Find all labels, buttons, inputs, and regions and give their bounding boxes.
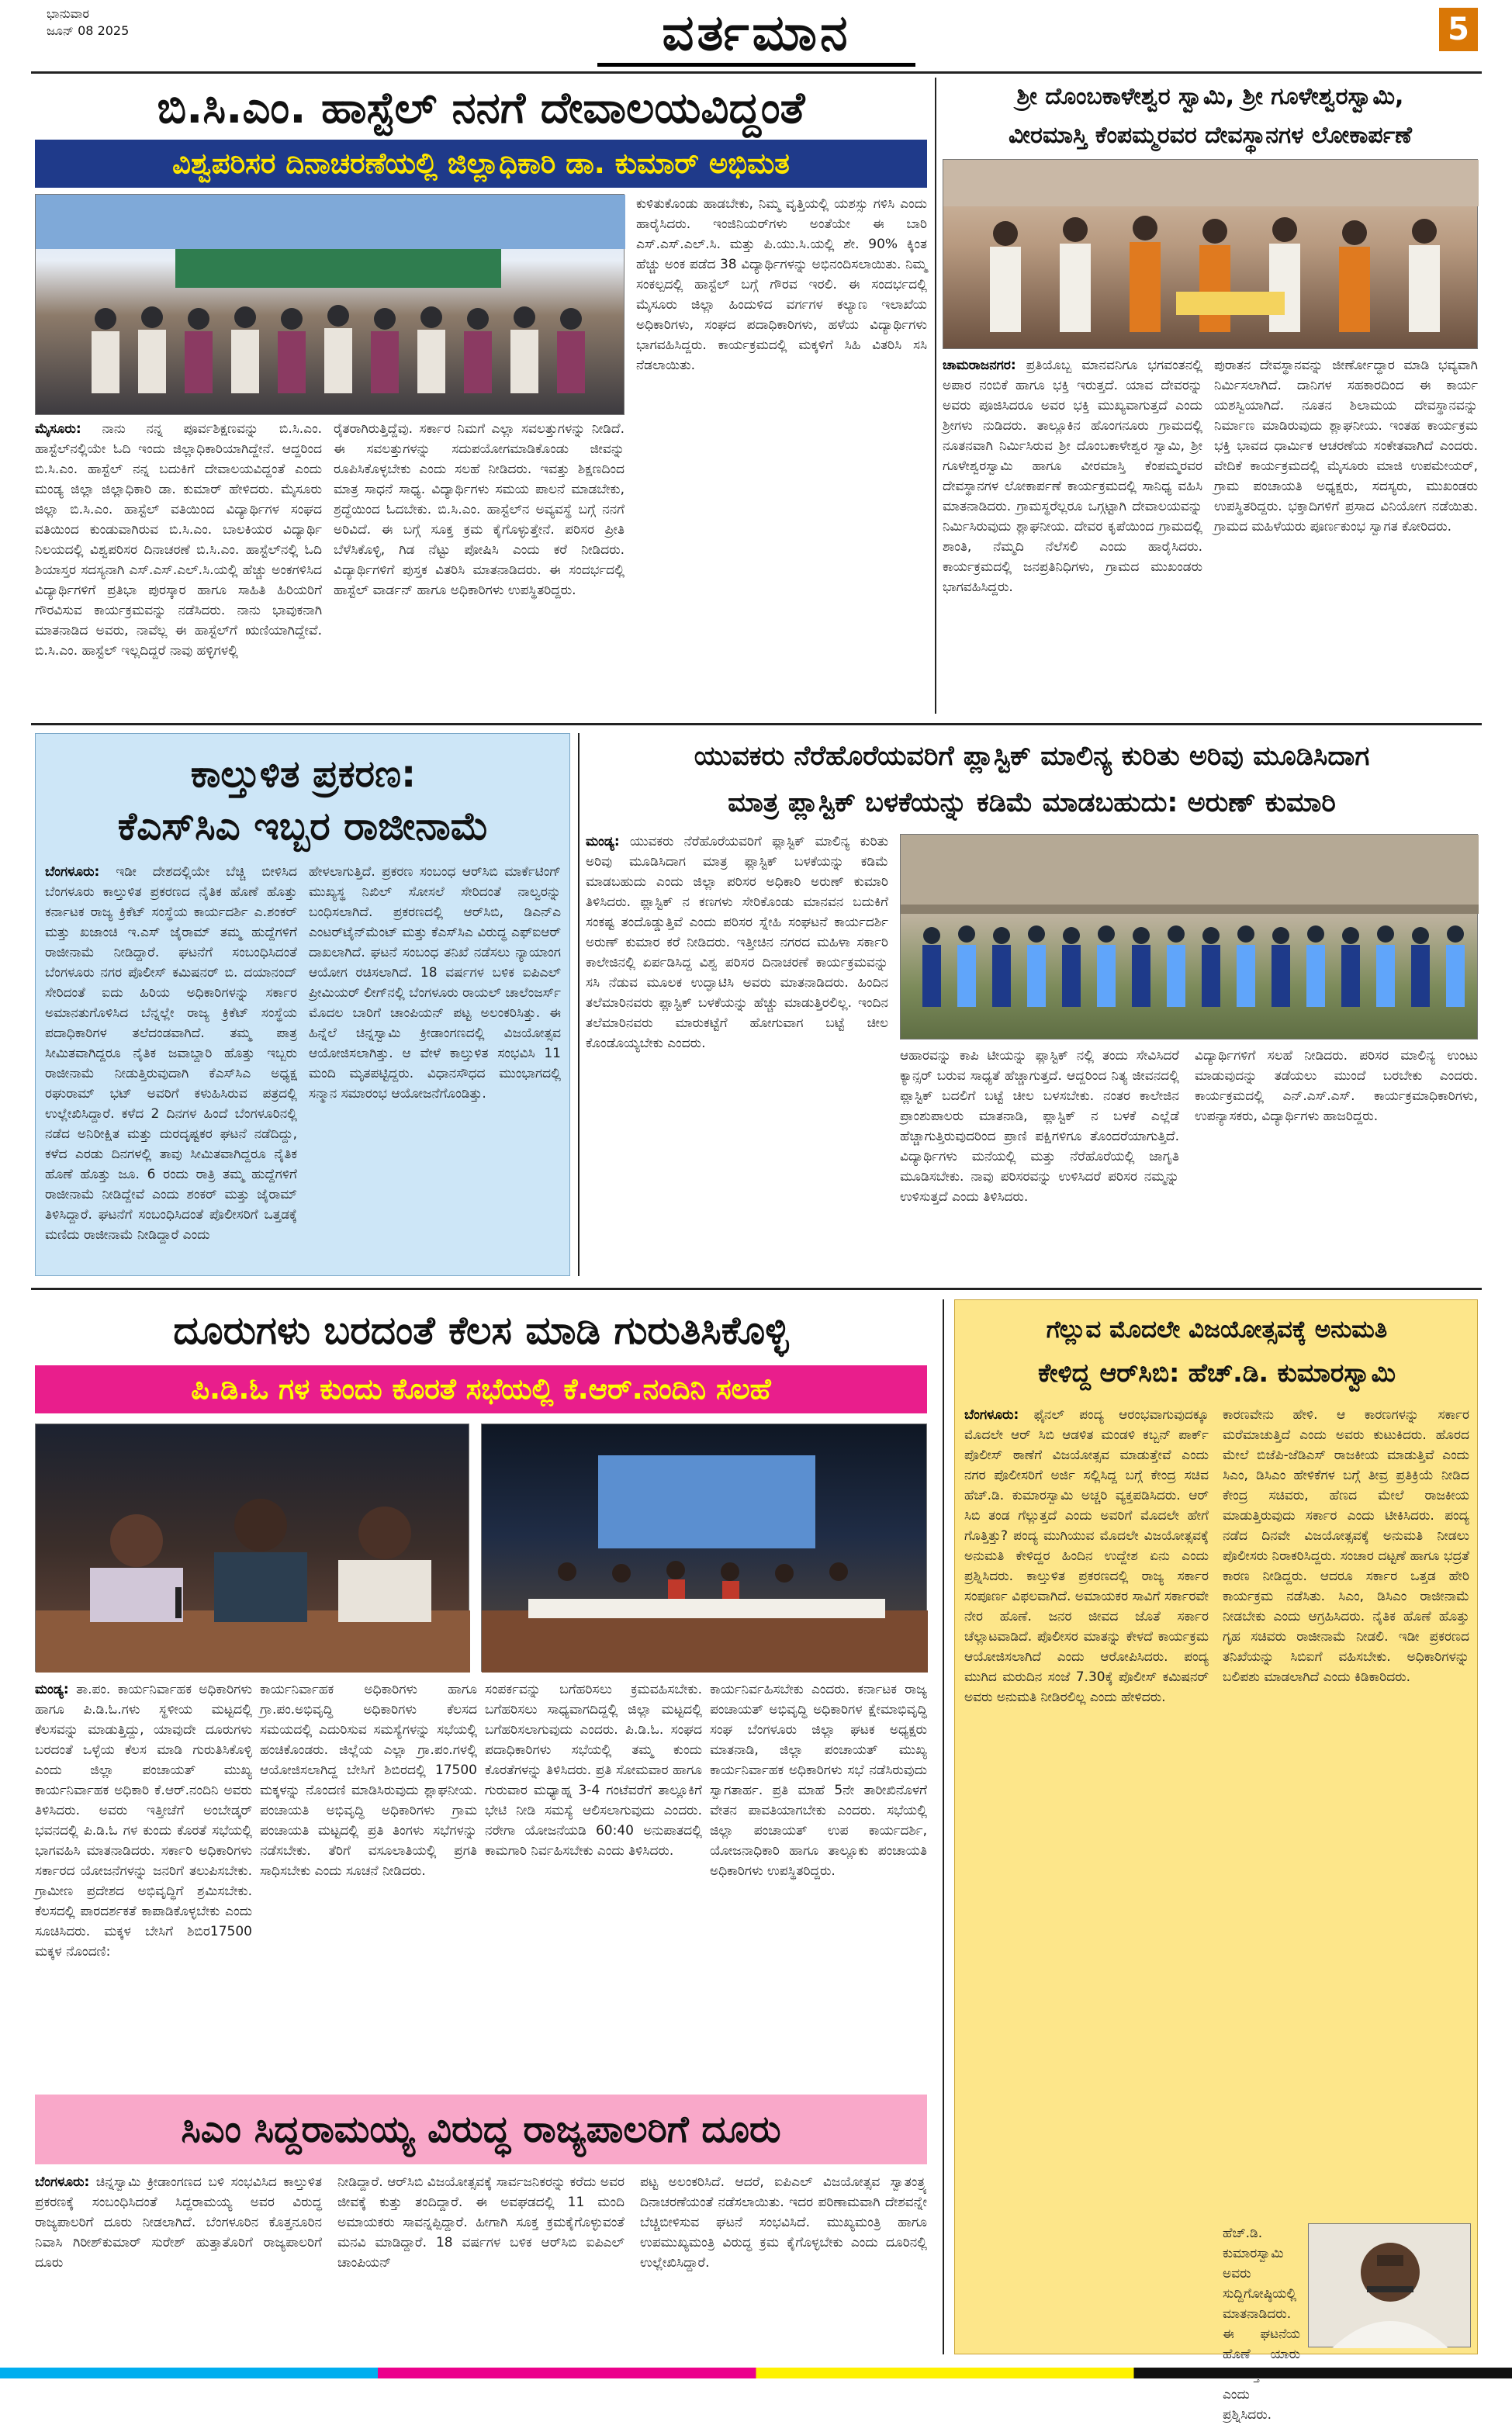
story6-column-1 — [964, 1405, 1209, 2344]
story5-headline: ದೂರುಗಳು ಬರದಂತೆ ಕೆಲಸ ಮಾಡಿ ಗುರುತಿಸಿಕೊಳ್ಳಿ — [173, 1308, 789, 1353]
story5-photo-1 — [35, 1424, 469, 1672]
story6-portrait — [1308, 2223, 1471, 2347]
vertical-divider-top — [935, 78, 936, 714]
story5-column-1 — [35, 1680, 252, 2083]
story7-text-2: ನೀಡಿದ್ದಾರೆ. ಆರ್‌ಸಿಬಿ ವಿಜಯೋತ್ಸವಕ್ಕೆ ಸಾರ್ವಜನಿಕರನ್ನು ಕರೆದು ಅವರ ಜೀವಕ್ಕೆ ಕುತ್ತು ತಂದಿದ್ದಾರೆ. ಈ ಅವಘಡದಲ್ಲಿ 11 ಮಂದಿ ಅಮಾಯಕರು ಸಾವನ್ನಪ್ಪಿದ್ದಾರೆ. ಹೀಗಾಗಿ ಸೂಕ್ತ ಕ್ರಮಕೈಗೊಳ್ಳುವಂತೆ ಮನವಿ ಮಾಡಿದ್ದಾರೆ. 18 ವರ್ಷಗಳ ಬಳಿಕ ಆರ್‌ಸಿಬಿ ಐಪಿಎಲ್ ಚಾಂಪಿಯನ್ — [337, 2174, 625, 2271]
story5-column-3 — [485, 1680, 702, 2083]
story2-text-2: ಪುರಾತನ ದೇವಸ್ಥಾನವನ್ನು ಜೀರ್ಣೋದ್ಧಾರ ಮಾಡಿ ಭವ್ಯವಾಗಿ ನಿರ್ಮಿಸಲಾಗಿದೆ. ದಾನಿಗಳ ಸಹಕಾರದಿಂದ ಈ ಕಾರ್ಯ ಯಶಸ್ವಿಯಾಗಿದೆ. ನೂತನ ಶಿಲಾಮಯ ದೇವಸ್ಥಾನವನ್ನು ನಿರ್ಮಾಣ ಮಾಡಿರುವುದು ಶ್ಲಾಘನೀಯ. ಇಂತಹ ಕಾರ್ಯಕ್ರಮ ಭಕ್ತಿ ಭಾವದ ಧಾರ್ಮಿಕ ಆಚರಣೆಯ ಸಂಕೇತವಾಗಿದೆ ಎಂದರು. ವೇದಿಕೆ ಕಾರ್ಯಕ್ರಮದಲ್ಲಿ ಮೈಸೂರು ಮಾಜಿ ಉಪಮೇಯರ್, ಗ್ರಾಮ ಪಂಚಾಯತಿ ಅಧ್ಯಕ್ಷರು, ಸದಸ್ಯರು, ಮುಖಂಡರು ಉಪಸ್ಥಿತರಿದ್ದರು. ಭಕ್ತಾದಿಗಳಿಗೆ ಪ್ರಸಾದ ವಿನಿಯೋಗ ನಡೆಯಿತು. ಗ್ರಾಮದ ಮಹಿಳೆಯರು ಪೂರ್ಣಕುಂಭ ಸ್ವಾಗತ ಕೋರಿದರು. — [1214, 358, 1478, 534]
story2-headline-line1: ಶ್ರೀ ದೊಂಬಕಾಳೇಶ್ವರ ಸ್ವಾಮಿ, ಶ್ರೀ ಗೂಳೇಶ್ವರಸ್ವಾಮಿ, — [1016, 83, 1404, 110]
story1-text-3: ಕುಳಿತುಕೊಂಡು ಹಾಡಬೇಕು, ನಿಮ್ಮ ವೃತ್ತಿಯಲ್ಲಿ ಯಶಸ್ಸು ಗಳಿಸಿ ಎಂದು ಹಾರೈಸಿದರು. ಇಂಜಿನಿಯರ್‌ಗಳು ಅಂತೆಯೇ ಈ ಬಾರಿ ಎಸ್.ಎಸ್.ಎಲ್.ಸಿ. ಮತ್ತು ಪಿ.ಯು.ಸಿ.ಯಲ್ಲಿ ಶೇ. 90% ಕ್ಕಿಂತ ಹೆಚ್ಚು ಅಂಕ ಪಡೆದ 38 ವಿದ್ಯಾರ್ಥಿಗಳನ್ನು ಅಭಿನಂದಿಸಲಾಯಿತು. ನಿಮ್ಮ ಸಂಕಲ್ಪದಲ್ಲಿ ಹಾಸ್ಟೆಲ್ ಬಗ್ಗೆ ಗೌರವ ಇರಲಿ. ಈ ಸಂದರ್ಭದಲ್ಲಿ ಮೈಸೂರು ಜಿಲ್ಲಾ ಹಿಂದುಳಿದ ವರ್ಗಗಳ ಕಲ್ಯಾಣ ಇಲಾಖೆಯ ಅಧಿಕಾರಿಗಳು, ಸಂಘದ ಪದಾಧಿಕಾರಿಗಳು, ಹಳೆಯ ವಿದ್ಯಾರ್ಥಿಗಳು ಭಾಗವಹಿಸಿದ್ದರು. ಕಾರ್ಯಕ್ರಮದಲ್ಲಿ ಮಕ್ಕಳಿಗೆ ಸಿಹಿ ವಿತರಿಸಿ ಸಸಿ ನೆಡಲಾಯಿತು. — [636, 196, 927, 373]
issue-day: ಭಾನುವಾರ — [47, 6, 89, 21]
story6-text-2: ಕಾರಣವೇನು ಹೇಳಿ. ಆ ಕಾರಣಗಳನ್ನು ಸರ್ಕಾರ ಮರೆಮಾಚುತ್ತಿದೆ ಎಂದು ಅವರು ಕುಟುಕಿದರು. ಹೊರದ ಮೇಲೆ ಬಿಜೆಪಿ-ಜೆಡಿಎಸ್ ರಾಜಕೀಯ ಮಾಡುತ್ತಿವೆ ಎಂದು ಸಿಎಂ, ಡಿಸಿಎಂ ಹೇಳಿಕೆಗಳ ಬಗ್ಗೆ ತೀವ್ರ ಪ್ರತಿಕ್ರಿಯೆ ನೀಡಿದ ಕೇಂದ್ರ ಸಚಿವರು, ಹೆಣದ ಮೇಲೆ ರಾಜಕೀಯ ಮಾಡುತ್ತಿರುವುದು ಸರ್ಕಾರ ಎಂದು ಟೀಕಿಸಿದರು. ಪಂದ್ಯ ನಡೆದ ದಿನವೇ ವಿಜಯೋತ್ಸವಕ್ಕೆ ಅನುಮತಿ ನೀಡಲು ಪೊಲೀಸರು ನಿರಾಕರಿಸಿದ್ದರು. ಸಂಚಾರ ದಟ್ಟಣೆ ಹಾಗೂ ಭದ್ರತೆ ಕಾರಣ ನೀಡಿದ್ದರು. ಆದರೂ ಸರ್ಕಾರ ಒತ್ತಡ ಹೇರಿ ಕಾರ್ಯಕ್ರಮ ನಡೆಸಿತು. ಸಿಎಂ, ಡಿಸಿಎಂ ರಾಜೀನಾಮೆ ನೀಡಬೇಕು ಎಂದು ಆಗ್ರಹಿಸಿದರು. ನೈತಿಕ ಹೊಣೆ ಹೊತ್ತು ಗೃಹ ಸಚಿವರು ರಾಜೀನಾಮೆ ನೀಡಲಿ. ಇಡೀ ಪ್ರಕರಣದ ತನಿಖೆಯನ್ನು ಸಿಬಿಐಗೆ ವಹಿಸಬೇಕು. ಅಧಿಕಾರಿಗಳನ್ನು ಬಲಿಪಶು ಮಾಡಲಾಗಿದೆ ಎಂದು ಕಿಡಿಕಾರಿದರು. — [1223, 1407, 1469, 1685]
story1-column-2 — [334, 419, 625, 714]
ceremony-photo-illustration — [943, 160, 1479, 350]
story4-text-2: ಆಹಾರವನ್ನು ಕಾಪಿ ಟೀಯನ್ನು ಪ್ಲಾಸ್ಟಿಕ್ ನಲ್ಲಿ ತಂದು ಸೇವಿಸಿದರೆ ಕ್ಯಾನ್ಸರ್ ಬರುವ ಸಾಧ್ಯತೆ ಹೆಚ್ಚಾಗುತ್ತದೆ. ಆದ್ದರಿಂದ ನಿತ್ಯ ಜೀವನದಲ್ಲಿ ಪ್ಲಾಸ್ಟಿಕ್ ಬದಲಿಗೆ ಬಟ್ಟೆ ಚೀಲ ಬಳಸಬೇಕು. ನಂತರ ಕಾಲೇಜಿನ ಪ್ರಾಂಶುಪಾಲರು ಮಾತನಾಡಿ, ಪ್ಲಾಸ್ಟಿಕ್ ನ ಬಳಕೆ ಎಲ್ಲೆಡೆ ಹೆಚ್ಚಾಗುತ್ತಿರುವುದರಿಂದ ಪ್ರಾಣಿ ಪಕ್ಷಿಗಳಿಗೂ ತೊಂದರೆಯಾಗುತ್ತಿದೆ. ವಿದ್ಯಾರ್ಥಿಗಳು ಮನೆಯಲ್ಲಿ ಮತ್ತು ನೆರೆಹೊರೆಯಲ್ಲಿ ಜಾಗೃತಿ ಮೂಡಿಸಬೇಕು. ನಾವು ಪರಿಸರವನ್ನು ಉಳಿಸಿದರೆ ಪರಿಸರ ನಮ್ಮನ್ನು ಉಳಿಸುತ್ತದೆ ಎಂದು ತಿಳಿಸಿದರು. — [900, 1048, 1179, 1205]
story1-column-1 — [35, 419, 322, 714]
story5-column-2 — [260, 1680, 477, 2083]
masthead — [0, 0, 1512, 70]
story2-text-1: ಪ್ರತಿಯೊಬ್ಬ ಮಾನವನಿಗೂ ಭಗವಂತನಲ್ಲಿ ಅಪಾರ ನಂಬಿಕೆ ಹಾಗೂ ಭಕ್ತಿ ಇರುತ್ತದೆ. ಯಾವ ದೇವರನ್ನು ಅವರು ಪೂಜಿಸಿದರೂ ಅವರ ಭಕ್ತಿ ಮುಖ್ಯವಾಗುತ್ತದೆ ಎಂದು ಶ್ರೀಗಳು ನುಡಿದರು. ತಾಲ್ಲೂಕಿನ ಹೊಂಗನೂರು ಗ್ರಾಮದಲ್ಲಿ ನೂತನವಾಗಿ ನಿರ್ಮಿಸಿರುವ ಶ್ರೀ ದೊಂಬಕಾಳೇಶ್ವರ ಸ್ವಾಮಿ, ಶ್ರೀ ಗೂಳೇಶ್ವರಸ್ವಾಮಿ ಹಾಗೂ ವೀರಮಾಸ್ತಿ ಕೆಂಪಮ್ಮರವರ ದೇವಸ್ಥಾನಗಳ ಲೋಕಾರ್ಪಣೆ ಕಾರ್ಯಕ್ರಮದಲ್ಲಿ ಸಾನಿಧ್ಯ ವಹಿಸಿ ಮಾತನಾಡಿದರು. ಗ್ರಾಮಸ್ಥರೆಲ್ಲರೂ ಒಗ್ಗಟ್ಟಾಗಿ ದೇವಾಲಯವನ್ನು ನಿರ್ಮಿಸಿರುವುದು ಶ್ಲಾಘನೀಯ. ದೇವರ ಕೃಪೆಯಿಂದ ಗ್ರಾಮದಲ್ಲಿ ಶಾಂತಿ, ನೆಮ್ಮದಿ ನೆಲೆಸಲಿ ಎಂದು ಹಾರೈಸಿದರು. ಕಾರ್ಯಕ್ರಮದಲ್ಲಿ ಜನಪ್ರತಿನಿಧಿಗಳು, ಗ್ರಾಮದ ಮುಖಂಡರು ಭಾಗವಹಿಸಿದ್ದರು. — [943, 358, 1202, 595]
newspaper-title: ವರ್ತಮಾನ — [597, 0, 915, 67]
story5-text-1: ತಾ.ಪಂ. ಕಾರ್ಯನಿರ್ವಾಹಕ ಅಧಿಕಾರಿಗಳು ಹಾಗೂ ಪಿ.ಡಿ.ಓ.ಗಳು ಸ್ಥಳೀಯ ಮಟ್ಟದಲ್ಲಿ ಕೆಲಸವನ್ನು ಮಾಡುತ್ತಿದ್ದು, ಯಾವುದೇ ದೂರುಗಳು ಬರದಂತೆ ಒಳ್ಳೆಯ ಕೆಲಸ ಮಾಡಿ ಗುರುತಿಸಿಕೊಳ್ಳಿ ಎಂದು ಜಿಲ್ಲಾ ಪಂಚಾಯತ್ ಮುಖ್ಯ ಕಾರ್ಯನಿರ್ವಾಹಕ ಅಧಿಕಾರಿ ಕೆ.ಆರ್.ನಂದಿನಿ ಅವರು ತಿಳಿಸಿದರು. ಅವರು ಇತ್ತೀಚೆಗೆ ಅಂಬೇಡ್ಕರ್ ಭವನದಲ್ಲಿ ಪಿ.ಡಿ.ಓ ಗಳ ಕುಂದು ಕೊರತೆ ಸಭೆಯಲ್ಲಿ ಭಾಗವಹಿಸಿ ಮಾತನಾಡಿದರು. ಸರ್ಕಾರಿ ಅಧಿಕಾರಿಗಳು ಸರ್ಕಾರದ ಯೋಜನೆಗಳನ್ನು ಜನರಿಗೆ ತಲುಪಿಸಬೇಕು. ಗ್ರಾಮೀಣ ಪ್ರದೇಶದ ಅಭಿವೃದ್ಧಿಗೆ ಶ್ರಮಿಸಬೇಕು. ಕೆಲಸದಲ್ಲಿ ಪಾರದರ್ಶಕತೆ ಕಾಪಾಡಿಕೊಳ್ಳಬೇಕು ಎಂದು ಸೂಚಿಸಿದರು. ಮಕ್ಕಳ ಬೇಸಿಗೆ ಶಿಬಿರ17500 ಮಕ್ಕಳ ನೊಂದಣಿ: — [35, 1682, 252, 1960]
story4-column-1 — [586, 832, 888, 1276]
horizontal-divider-1 — [31, 723, 1482, 725]
story4-column-3 — [1195, 1046, 1478, 1276]
story7-column-3 — [640, 2172, 927, 2351]
story5-subhead: ಪಿ.ಡಿ.ಓ ಗಳ ಕುಂದು ಕೊರತೆ ಸಭೆಯಲ್ಲಿ ಕೆ.ಆರ್.ನಂದಿನಿ ಸಲಹೆ — [35, 1365, 927, 1413]
story5-text-2: ಕಾರ್ಯನಿರ್ವಾಹಕ ಅಧಿಕಾರಿಗಳು ಹಾಗೂ ಗ್ರಾ.ಪಂ.ಅಭಿವೃದ್ಧಿ ಅಧಿಕಾರಿಗಳು ಕೆಲಸದ ಸಮಯದಲ್ಲಿ ಎದುರಿಸುವ ಸಮಸ್ಯೆಗಳನ್ನು ಸಭೆಯಲ್ಲಿ ಹಂಚಿಕೊಂಡರು. ಜಿಲ್ಲೆಯ ಎಲ್ಲಾ ಗ್ರಾ.ಪಂ.ಗಳಲ್ಲಿ ಆಯೋಜಿಸಲಾಗಿದ್ದ ಬೇಸಿಗೆ ಶಿಬಿರದಲ್ಲಿ 17500 ಮಕ್ಕಳನ್ನು ನೊಂದಣಿ ಮಾಡಿಸಿರುವುದು ಶ್ಲಾಘನೀಯ. ಪಂಚಾಯತಿ ಅಭಿವೃದ್ಧಿ ಅಧಿಕಾರಿಗಳು ಗ್ರಾಮ ಪಂಚಾಯತಿ ಮಟ್ಟದಲ್ಲಿ ಪ್ರತಿ ತಿಂಗಳು ಸಭೆಗಳನ್ನು ನಡೆಸಬೇಕು. ತೆರಿಗೆ ವಸೂಲಾತಿಯಲ್ಲಿ ಪ್ರಗತಿ ಸಾಧಿಸಬೇಕು ಎಂದು ಸೂಚನೆ ನೀಡಿದರು. — [260, 1682, 477, 1879]
story4-text-3: ವಿದ್ಯಾರ್ಥಿಗಳಿಗೆ ಸಲಹೆ ನೀಡಿದರು. ಪರಿಸರ ಮಾಲಿನ್ಯ ಉಂಟು ಮಾಡುವುದನ್ನು ತಡೆಯಲು ಮುಂದೆ ಬರಬೇಕು ಎಂದರು. ಕಾರ್ಯಕ್ರಮದಲ್ಲಿ ಎನ್.ಎಸ್.ಎಸ್. ಕಾರ್ಯಕ್ರಮಾಧಿಕಾರಿಗಳು, ಉಪನ್ಯಾಸಕರು, ವಿದ್ಯಾರ್ಥಿಗಳು ಹಾಜರಿದ್ದರು. — [1195, 1048, 1478, 1124]
students-photo-illustration — [901, 835, 1479, 1040]
story5-text-4: ಕಾರ್ಯನಿರ್ವಹಿಸಬೇಕು ಎಂದರು. ಕರ್ನಾಟಕ ರಾಜ್ಯ ಪಂಚಾಯತ್ ಅಭಿವೃದ್ಧಿ ಅಧಿಕಾರಿಗಳ ಕ್ಷೇಮಾಭಿವೃದ್ಧಿ ಸಂಘ ಬೆಂಗಳೂರು ಜಿಲ್ಲಾ ಘಟಕ ಅಧ್ಯಕ್ಷರು ಮಾತನಾಡಿ, ಜಿಲ್ಲಾ ಪಂಚಾಯತ್ ಮುಖ್ಯ ಕಾರ್ಯನಿರ್ವಾಹಕ ಅಧಿಕಾರಿಗಳು ಸಭೆ ನಡೆಸಿರುವುದು ಸ್ವಾಗತಾರ್ಹ. ಪ್ರತಿ ಮಾಹೆ 5ನೇ ತಾರೀಖಿನೊಳಗೆ ವೇತನ ಪಾವತಿಯಾಗಬೇಕು ಎಂದರು. ಸಭೆಯಲ್ಲಿ ಜಿಲ್ಲಾ ಪಂಚಾಯತ್ ಉಪ ಕಾರ್ಯದರ್ಶಿ, ಯೋಜನಾಧಿಕಾರಿ ಹಾಗೂ ತಾಲ್ಲೂಕು ಪಂಚಾಯತಿ ಅಧಿಕಾರಿಗಳು ಉಪಸ್ಥಿತರಿದ್ದರು. — [710, 1682, 927, 1879]
story7-headline: ಸಿಎಂ ಸಿದ್ದರಾಮಯ್ಯ ವಿರುದ್ಧ ರಾಜ್ಯಪಾಲರಿಗೆ ದೂರು — [35, 2095, 927, 2164]
story5-column-4 — [710, 1680, 927, 2083]
story4-headline-line2: ಮಾತ್ರ ಪ್ಲಾಸ್ಟಿಕ್ ಬಳಕೆಯನ್ನು ಕಡಿಮೆ ಮಾಡಬಹುದು: ಅರುಣ್ ಕುಮಾರಿ — [728, 787, 1336, 818]
story3-headline-line2: ಕೆಎಸ್‌ಸಿಎ ಇಬ್ಬರ ರಾಜೀನಾಮೆ — [117, 804, 490, 849]
story6-dateline: ಬೆಂಗಳೂರು: — [964, 1407, 1019, 1423]
story6-text-1: ಫೈನಲ್ ಪಂದ್ಯ ಆರಂಭವಾಗುವುದಕ್ಕೂ ಮೊದಲೇ ಆರ್ ಸಿಬಿ ಆಡಳಿತ ಮಂಡಳಿ ಕಬ್ಬನ್ ಪಾರ್ಕ್ ಪೊಲೀಸ್ ಠಾಣೆಗೆ ವಿಜಯೋತ್ಸವ ಮಾಡುತ್ತೇವೆ ಎಂದು ನಗರ ಪೊಲೀಸರಿಗೆ ಅರ್ಜಿ ಸಲ್ಲಿಸಿದ್ದ ಬಗ್ಗೆ ಕೇಂದ್ರ ಸಚಿವ ಹೆಚ್.ಡಿ. ಕುಮಾರಸ್ವಾಮಿ ಅಚ್ಚರಿ ವ್ಯಕ್ತಪಡಿಸಿದರು. ಆರ್ ಸಿಬಿ ತಂಡ ಗೆಲ್ಲುತ್ತದೆ ಎಂದು ಅವರಿಗೆ ಮೊದಲೇ ಹೇಗೆ ಗೊತ್ತಿತ್ತು? ಪಂದ್ಯ ಮುಗಿಯುವ ಮೊದಲೇ ವಿಜಯೋತ್ಸವಕ್ಕೆ ಅನುಮತಿ ಕೇಳಿದ್ದರ ಹಿಂದಿನ ಉದ್ದೇಶ ಏನು ಎಂದು ಪ್ರಶ್ನಿಸಿದರು. ಕಾಲ್ತುಳಿತ ಪ್ರಕರಣದಲ್ಲಿ ರಾಜ್ಯ ಸರ್ಕಾರ ಸಂಪೂರ್ಣ ವಿಫಲವಾಗಿದೆ. ಅಮಾಯಕರ ಸಾವಿಗೆ ಸರ್ಕಾರವೇ ನೇರ ಹೊಣೆ. ಜನರ ಜೀವದ ಜೊತೆ ಸರ್ಕಾರ ಚೆಲ್ಲಾಟವಾಡಿದೆ. ಪೊಲೀಸರ ಮಾತನ್ನು ಕೇಳದೆ ಕಾರ್ಯಕ್ರಮ ಆಯೋಜಿಸಲಾಗಿದೆ ಎಂದು ಆರೋಪಿಸಿದರು. ಪಂದ್ಯ ಮುಗಿದ ಮರುದಿನ ಸಂಜೆ 7.30ಕ್ಕೆ ಪೊಲೀಸ್ ಕಮಿಷನರ್ ಅವರು ಅನುಮತಿ ನೀಡಿರಲಿಲ್ಲ ಎಂದು ಹೇಳಿದರು. — [964, 1407, 1209, 1705]
story2-photo — [943, 159, 1478, 349]
story3-headline-line1: ಕಾಲ್ತುಳಿತ ಪ್ರಕರಣ: — [190, 752, 417, 796]
story6-box — [954, 1299, 1478, 2423]
vertical-divider-middle — [578, 733, 580, 1276]
story6-headline-line1: ಗೆಲ್ಲುವ ಮೊದಲೇ ವಿಜಯೋತ್ಸವಕ್ಕೆ ಅನುಮತಿ — [1046, 1316, 1388, 1344]
story5-photo-2 — [481, 1424, 927, 1672]
story4-column-2 — [900, 1046, 1179, 1276]
story7-text-1: ಚಿನ್ನಸ್ವಾಮಿ ಕ್ರೀಡಾಂಗಣದ ಬಳಿ ಸಂಭವಿಸಿದ ಕಾಲ್ತುಳಿತ ಪ್ರಕರಣಕ್ಕೆ ಸಂಬಂಧಿಸಿದಂತೆ ಸಿದ್ದರಾಮಯ್ಯ ಅವರ ವಿರುದ್ಧ ರಾಜ್ಯಪಾಲರಿಗೆ ದೂರು ನೀಡಲಾಗಿದೆ. ಬೆಂಗಳೂರಿನ ಕೊತ್ತನೂರಿನ ನಿವಾಸಿ ಗಿರೀಶ್‌ಕುಮಾರ್ ಸುರೇಶ್ ಹುತ್ತಾತೊರಿಗೆ ರಾಜ್ಯಪಾಲರಿಗೆ ದೂರು — [35, 2174, 322, 2271]
story3-column-2 — [309, 862, 561, 1269]
vertical-divider-bottom — [943, 1299, 944, 2354]
bottom-color-strip — [0, 2368, 1512, 2378]
story6-text-3: ಹೆಚ್.ಡಿ. ಕುಮಾರಸ್ವಾಮಿ ಅವರು ಸುದ್ದಿಗೋಷ್ಠಿಯಲ್ಲಿ ಮಾತನಾಡಿದರು. ಈ ಘಟನೆಯ ಹೊಣೆ ಯಾರು ಎಂದು ಪ್ರಶ್ನಿಸಿದರು. — [1223, 2226, 1300, 2423]
story5-dateline: ಮಂಡ್ಯ: — [35, 1682, 69, 1697]
story1-dateline: ಮೈಸೂರು: — [35, 421, 81, 437]
story4-text-1: ಯುವಕರು ನೆರೆಹೊರೆಯವರಿಗೆ ಪ್ಲಾಸ್ಟಿಕ್ ಮಾಲಿನ್ಯ ಕುರಿತು ಅರಿವು ಮೂಡಿಸಿದಾಗ ಮಾತ್ರ ಪ್ಲಾಸ್ಟಿಕ್ ಬಳಕೆಯನ್ನು ಕಡಿಮೆ ಮಾಡಬಹುದು ಎಂದು ಜಿಲ್ಲಾ ಪರಿಸರ ಅಧಿಕಾರಿ ಅರುಣ್ ಕುಮಾರಿ ತಿಳಿಸಿದರು. ಪ್ಲಾಸ್ಟಿಕ್ ನ ಕಣಗಳು ಸೇರಿಕೊಂಡು ಮಾನವನ ಬದುಕಿಗೆ ಸಂಕಷ್ಟ ತಂದೊಡ್ಡುತ್ತಿವೆ ಎಂದು ಪರಿಸರ ಸ್ನೇಹಿ ಸಂಘಟನೆ ಕಾರ್ಯದರ್ಶಿ ಅರುಣ್ ಕುಮಾರ ಕರೆ ನೀಡಿದರು. ಇತ್ತೀಚಿನ ನಗರದ ಮಹಿಳಾ ಸರ್ಕಾರಿ ಕಾಲೇಜಿನಲ್ಲಿ ಏರ್ಪಡಿಸಿದ್ದ ವಿಶ್ವ ಪರಿಸರ ದಿನಾಚರಣೆ ಕಾರ್ಯಕ್ರಮವನ್ನು ಸಸಿ ನೆಡುವ ಮೂಲಕ ಉದ್ಘಾಟಿಸಿ ಅವರು ಮಾತನಾಡಿದರು. ಹಿಂದಿನ ತಲೆಮಾರಿನವರು ಪ್ಲಾಸ್ಟಿಕ್ ಬಳಕೆಯನ್ನು ಹೆಚ್ಚು ಮಾಡುತ್ತಿರಲಿಲ್ಲ. ಇಂದಿನ ತಲೆಮಾರಿನವರು ಮಾರುಕಟ್ಟೆಗೆ ಹೋಗುವಾಗ ಬಟ್ಟೆ ಚೀಲ ಕೊಂಡೊಯ್ಯಬೇಕು ಎಂದರು. — [586, 834, 889, 1051]
group-photo-illustration — [36, 195, 625, 416]
story4-dateline: ಮಂಡ್ಯ: — [586, 834, 620, 849]
story5-text-3: ಸಂಪರ್ಕವನ್ನು ಬಗೆಹರಿಸಲು ಕ್ರಮವಹಿಸಬೇಕು. ಬಗೆಹರಿಸಲು ಸಾಧ್ಯವಾಗದಿದ್ದಲ್ಲಿ ಜಿಲ್ಲಾ ಮಟ್ಟದಲ್ಲಿ ಬಗೆಹರಿಸಲಾಗುವುದು ಎಂದರು. ಪಿ.ಡಿ.ಓ. ಸಂಘದ ಪದಾಧಿಕಾರಿಗಳು ಸಭೆಯಲ್ಲಿ ತಮ್ಮ ಕುಂದು ಕೊರತೆಗಳನ್ನು ತಿಳಿಸಿದರು. ಪ್ರತಿ ಸೋಮವಾರ ಹಾಗೂ ಗುರುವಾರ ಮಧ್ಯಾಹ್ನ 3-4 ಗಂಟೆವರೆಗೆ ತಾಲ್ಲೂಕಿಗೆ ಭೇಟಿ ನೀಡಿ ಸಮಸ್ಯೆ ಆಲಿಸಲಾಗುವುದು ಎಂದರು. ನರೇಗಾ ಯೋಜನೆಯಡಿ 60:40 ಅನುಪಾತದಲ್ಲಿ ಕಾಮಗಾರಿ ನಿರ್ವಹಿಸಬೇಕು ಎಂದು ತಿಳಿಸಿದರು. — [485, 1682, 702, 1859]
story1-headline: ಬಿ.ಸಿ.ಎಂ. ಹಾಸ್ಟೆಲ್ ನನಗೆ ದೇವಾಲಯವಿದ್ದಂತೆ — [157, 83, 805, 133]
story4-headline-line1: ಯುವಕರು ನೆರೆಹೊರೆಯವರಿಗೆ ಪ್ಲಾಸ್ಟಿಕ್ ಮಾಲಿನ್ಯ ಕುರಿತು ಅರಿವು ಮೂಡಿಸಿದಾಗ — [694, 741, 1370, 772]
story1-text-2: ರೈತರಾಗಿರುತ್ತಿದ್ದೆವು. ಸರ್ಕಾರ ನಿಮಗೆ ಎಲ್ಲಾ ಸವಲತ್ತುಗಳನ್ನು ನೀಡಿದೆ. ಈ ಸವಲತ್ತುಗಳನ್ನು ಸದುಪಯೋಗಮಾಡಿಕೊಂಡು ಜೀವನ್ನು ರೂಪಿಸಿಕೊಳ್ಳಬೇಕು ಎಂದು ಸಲಹೆ ನೀಡಿದರು. ಇವತ್ತು ಶಿಕ್ಷಣದಿಂದ ಮಾತ್ರ ಸಾಧನೆ ಸಾಧ್ಯ. ವಿದ್ಯಾರ್ಥಿಗಳು ಸಮಯ ಪಾಲನೆ ಮಾಡಬೇಕು, ಶ್ರದ್ಧೆಯಿಂದ ಓದಬೇಕು. ಬಿ.ಸಿ.ಎಂ. ಹಾಸ್ಟೆಲ್‌ನ ಅವ್ಯವಸ್ಥೆ ಬಗ್ಗೆ ನನಗೆ ಅರಿವಿದೆ. ಈ ಬಗ್ಗೆ ಸೂಕ್ತ ಕ್ರಮ ಕೈಗೊಳ್ಳುತ್ತೇನೆ. ಪರಿಸರ ಪ್ರೀತಿ ಬೆಳೆಸಿಕೊಳ್ಳಿ, ಗಿಡ ನೆಟ್ಟು ಪೋಷಿಸಿ ಎಂದು ಕರೆ ನೀಡಿದರು. ವಿದ್ಯಾರ್ಥಿಗಳಿಗೆ ಪುಸ್ತಕ ವಿತರಿಸಿ ಮಾತನಾಡಿದರು. ಈ ಸಂದರ್ಭದಲ್ಲಿ ಹಾಸ್ಟೆಲ್ ವಾರ್ಡನ್ ಹಾಗೂ ಅಧಿಕಾರಿಗಳು ಉಪಸ್ಥಿತರಿದ್ದರು. — [334, 421, 625, 598]
story6-column-2 — [1223, 1405, 1469, 2216]
story2-column-1 — [943, 355, 1202, 714]
story1-column-3 — [636, 194, 927, 714]
issue-date: ಜೂನ್ 08 2025 — [47, 23, 130, 38]
stage-illustration — [482, 1424, 928, 1673]
page-number: 5 — [1439, 8, 1478, 51]
portrait-illustration — [1309, 2224, 1472, 2348]
story6-column-3 — [1223, 2223, 1300, 2423]
story3-column-1 — [45, 862, 297, 1269]
story1-photo — [35, 194, 625, 415]
story3-box — [35, 733, 570, 1276]
story2-column-2 — [1214, 355, 1478, 714]
masthead-rule — [31, 71, 1482, 74]
story1-text-1: ನಾನು ನನ್ನ ಪೂರ್ವಶಿಕ್ಷಣವನ್ನು ಬಿ.ಸಿ.ಎಂ. ಹಾಸ್ಟೆಲ್‌ನಲ್ಲಿಯೇ ಓದಿ ಇಂದು ಜಿಲ್ಲಾಧಿಕಾರಿಯಾಗಿದ್ದೇನೆ. ಆದ್ದರಿಂದ ಬಿ.ಸಿ.ಎಂ. ಹಾಸ್ಟೆಲ್ ನನ್ನ ಬದುಕಿಗೆ ದೇವಾಲಯವಿದ್ದಂತೆ ಎಂದು ಮಂಡ್ಯ ಜಿಲ್ಲಾ ಜಿಲ್ಲಾಧಿಕಾರಿ ಡಾ. ಕುಮಾರ್ ಹೇಳಿದರು. ಮೈಸೂರು ಜಿಲ್ಲಾ ಬಿ.ಸಿ.ಎಂ. ಹಾಸ್ಟೆಲ್ ವತಿಯಿಂದ ವಿದ್ಯಾರ್ಥಿಗಳ ಸಂಘದ ವತಿಯಿಂದ ಕುಂಡುವಾಗಿರುವ ಬಿ.ಸಿ.ಎಂ. ಬಾಲಕಿಯರ ವಿದ್ಯಾರ್ಥಿ ನಿಲಯದಲ್ಲಿ ವಿಶ್ವಪರಿಸರ ದಿನಾಚರಣೆ ಬಿ.ಸಿ.ಎಂ. ಹಾಸ್ಟೆಲ್‌ನಲ್ಲಿ ಓದಿ ಶಿಯಾಸ್ತರ ಸದಸ್ಯನಾಗಿ ಎಸ್.ಎಸ್.ಎಲ್.ಸಿ.ಯಲ್ಲಿ ಹೆಚ್ಚು ಅಂಕಗಳಿಸಿದ ವಿದ್ಯಾರ್ಥಿಗಳಿಗೆ ಪ್ರತಿಭಾ ಪುರಸ್ಕಾರ ಹಾಗೂ ಸಾಹಿತಿ ಹಿರಿಯರಿಗೆ ಗೌರವಿಸುವ ಕಾರ್ಯಕ್ರಮವನ್ನು ನಡೆಸಿದರು. ನಾನು ಭಾವುಕನಾಗಿ ಮಾತನಾಡಿದ ಅವರು, ನಾವೆಲ್ಲ ಈ ಹಾಸ್ಟೆಲ್‌ಗೆ ಋಣಿಯಾಗಿದ್ದೇವೆ. ಬಿ.ಸಿ.ಎಂ. ಹಾಸ್ಟೆಲ್ ಇಲ್ಲದಿದ್ದರೆ ನಾವು ಹಳ್ಳಿಗಳಲ್ಲಿ — [35, 421, 323, 659]
story2-dateline: ಚಾಮರಾಜನಗರ: — [943, 358, 1016, 373]
story7-dateline: ಬೆಂಗಳೂರು: — [35, 2174, 90, 2190]
story7-text-3: ಪಟ್ಟ ಅಲಂಕರಿಸಿದೆ. ಆದರೆ, ಐಪಿಎಲ್ ವಿಜಯೋತ್ಸವ ಸ್ವಾತಂತ್ರ್ಯ ದಿನಾಚರಣೆಯಂತೆ ನಡೆಸಲಾಯಿತು. ಇದರ ಪರಿಣಾಮವಾಗಿ ದೇಶವನ್ನೇ ಬೆಚ್ಚಿಬೀಳಿಸುವ ಘಟನೆ ಸಂಭವಿಸಿದೆ. ಮುಖ್ಯಮಂತ್ರಿ ಹಾಗೂ ಉಪಮುಖ್ಯಮಂತ್ರಿ ವಿರುದ್ಧ ಕ್ರಮ ಕೈಗೊಳ್ಳಬೇಕು ಎಂದು ದೂರಿನಲ್ಲಿ ಉಲ್ಲೇಖಿಸಿದ್ದಾರೆ. — [640, 2174, 927, 2271]
story3-text-2: ಹೇಳಲಾಗುತ್ತಿದೆ. ಪ್ರಕರಣ ಸಂಬಂಧ ಆರ್‌ಸಿಬಿ ಮಾರ್ಕೆಟಿಂಗ್ ಮುಖ್ಯಸ್ಥ ನಿಖಿಲ್ ಸೋಸಲೆ ಸೇರಿದಂತೆ ನಾಲ್ವರನ್ನು ಬಂಧಿಸಲಾಗಿದೆ. ಪ್ರಕರಣದಲ್ಲಿ ಆರ್‌ಸಿಬಿ, ಡಿಎನ್‌ಎ ಎಂಟರ್‌ಟೈನ್‌ಮೆಂಟ್ ಮತ್ತು ಕೆಎಸ್‌ಸಿಎ ವಿರುದ್ಧ ಎಫ್‌ಐಆರ್ ದಾಖಲಾಗಿದೆ. ಘಟನೆ ಸಂಬಂಧ ತನಿಖೆ ನಡೆಸಲು ನ್ಯಾಯಾಂಗ ಆಯೋಗ ರಚಿಸಲಾಗಿದೆ. 18 ವರ್ಷಗಳ ಬಳಿಕ ಐಪಿಎಲ್ ಪ್ರೀಮಿಯರ್ ಲೀಗ್‌ನಲ್ಲಿ ಬೆಂಗಳೂರು ರಾಯಲ್ ಚಾಲೆಂಜರ್ಸ್ ಮೊದಲ ಬಾರಿಗೆ ಚಾಂಪಿಯನ್ ಪಟ್ಟ ಅಲಂಕರಿಸಿತ್ತು. ಈ ಹಿನ್ನೆಲೆ ಚಿನ್ನಸ್ವಾಮಿ ಕ್ರೀಡಾಂಗಣದಲ್ಲಿ ವಿಜಯೋತ್ಸವ ಆಯೋಜಿಸಲಾಗಿತ್ತು. ಆ ವೇಳೆ ಕಾಲ್ತುಳಿತ ಸಂಭವಿಸಿ 11 ಮಂದಿ ಮೃತಪಟ್ಟಿದ್ದರು. ವಿಧಾನಸೌಧದ ಮುಂಭಾಗದಲ್ಲಿ ಸನ್ಮಾನ ಸಮಾರಂಭ ಆಯೋಜನೆಗೊಂಡಿತ್ತು. — [309, 864, 561, 1102]
story7-column-1 — [35, 2172, 322, 2351]
meeting-panel-illustration — [36, 1424, 470, 1673]
story2-headline-line2: ವೀರಮಾಸ್ತಿ ಕೆಂಪಮ್ಮರವರ ದೇವಸ್ಥಾನಗಳ ಲೋಕಾರ್ಪಣೆ — [1009, 122, 1412, 149]
horizontal-divider-2 — [31, 1288, 1482, 1290]
story4-photo — [900, 834, 1478, 1040]
story7-column-2 — [337, 2172, 625, 2351]
story6-headline-line2: ಕೇಳಿದ್ದ ಆರ್‌ಸಿಬಿ: ಹೆಚ್.ಡಿ. ಕುಮಾರಸ್ವಾಮಿ — [1037, 1358, 1396, 1388]
story3-text-1: ಇಡೀ ದೇಶದಲ್ಲಿಯೇ ಬೆಚ್ಚಿ ಬೀಳಿಸಿದ ಬೆಂಗಳೂರು ಕಾಲ್ತುಳಿತ ಪ್ರಕರಣದ ನೈತಿಕ ಹೊಣೆ ಹೊತ್ತು ಕರ್ನಾಟಕ ರಾಜ್ಯ ಕ್ರಿಕೆಟ್ ಸಂಸ್ಥೆಯ ಕಾರ್ಯದರ್ಶಿ ಎ.ಶಂಕರ್ ಮತ್ತು ಖಜಾಂಚಿ ಇ.ಎಸ್ ಜೈರಾಮ್ ತಮ್ಮ ಹುದ್ದೆಗಳಿಗೆ ರಾಜೀನಾಮೆ ನೀಡಿದ್ದಾರೆ. ಘಟನೆಗೆ ಸಂಬಂಧಿಸಿದಂತೆ ಬೆಂಗಳೂರು ನಗರ ಪೊಲೀಸ್ ಕಮಿಷನರ್ ಬಿ. ದಯಾನಂದ್ ಸೇರಿದಂತೆ ಐದು ಹಿರಿಯ ಅಧಿಕಾರಿಗಳನ್ನು ಸರ್ಕಾರ ಅಮಾನತುಗೊಳಿಸಿದ ಬೆನ್ನಲ್ಲೇ ರಾಜ್ಯ ಕ್ರಿಕೆಟ್ ಸಂಸ್ಥೆಯ ಪದಾಧಿಕಾರಿಗಳ ತಲೆದಂಡವಾಗಿದೆ. ತಮ್ಮ ಪಾತ್ರ ಸೀಮಿತವಾಗಿದ್ದರೂ ನೈತಿಕ ಜವಾಬ್ದಾರಿ ಹೊತ್ತು ಇಬ್ಬರು ರಾಜೀನಾಮೆ ನೀಡುತ್ತಿರುವುದಾಗಿ ಕೆಎಸ್‌ಸಿಎ ಅಧ್ಯಕ್ಷ ರಘುರಾಮ್ ಭಟ್ ಅವರಿಗೆ ಕಳುಹಿಸಿರುವ ಪತ್ರದಲ್ಲಿ ಉಲ್ಲೇಖಿಸಿದ್ದಾರೆ. ಕಳೆದ 2 ದಿನಗಳ ಹಿಂದೆ ಬೆಂಗಳೂರಿನಲ್ಲಿ ನಡೆದ ಅನಿರೀಕ್ಷಿತ ಮತ್ತು ದುರದೃಷ್ಟಕರ ಘಟನೆ ನಡೆದಿದ್ದು, ಕಳೆದ ಎರಡು ದಿನಗಳಲ್ಲಿ ತಾವು ಸೀಮಿತವಾಗಿದ್ದರೂ ನೈತಿಕ ಹೊಣೆ ಹೊತ್ತು ಜೂ. 6 ರಂದು ರಾತ್ರಿ ತಮ್ಮ ಹುದ್ದೆಗಳಿಗೆ ರಾಜೀನಾಮೆ ನೀಡಿದ್ದೇವೆ ಎಂದು ಶಂಕರ್ ಮತ್ತು ಜೈರಾಮ್ ತಿಳಿಸಿದ್ದಾರೆ. ಘಟನೆಗೆ ಸಂಬಂಧಿಸಿದಂತೆ ಪೊಲೀಸರಿಗೆ ಒತ್ತಡಕ್ಕೆ ಮಣಿದು ರಾಜೀನಾಮೆ ನೀಡಿದ್ದಾರೆ ಎಂದು — [45, 864, 297, 1243]
story3-dateline: ಬೆಂಗಳೂರು: — [45, 864, 100, 880]
story1-subhead: ವಿಶ್ವಪರಿಸರ ದಿನಾಚರಣೆಯಲ್ಲಿ ಜಿಲ್ಲಾಧಿಕಾರಿ ಡಾ. ಕುಮಾರ್ ಅಭಿಮತ — [35, 140, 927, 188]
